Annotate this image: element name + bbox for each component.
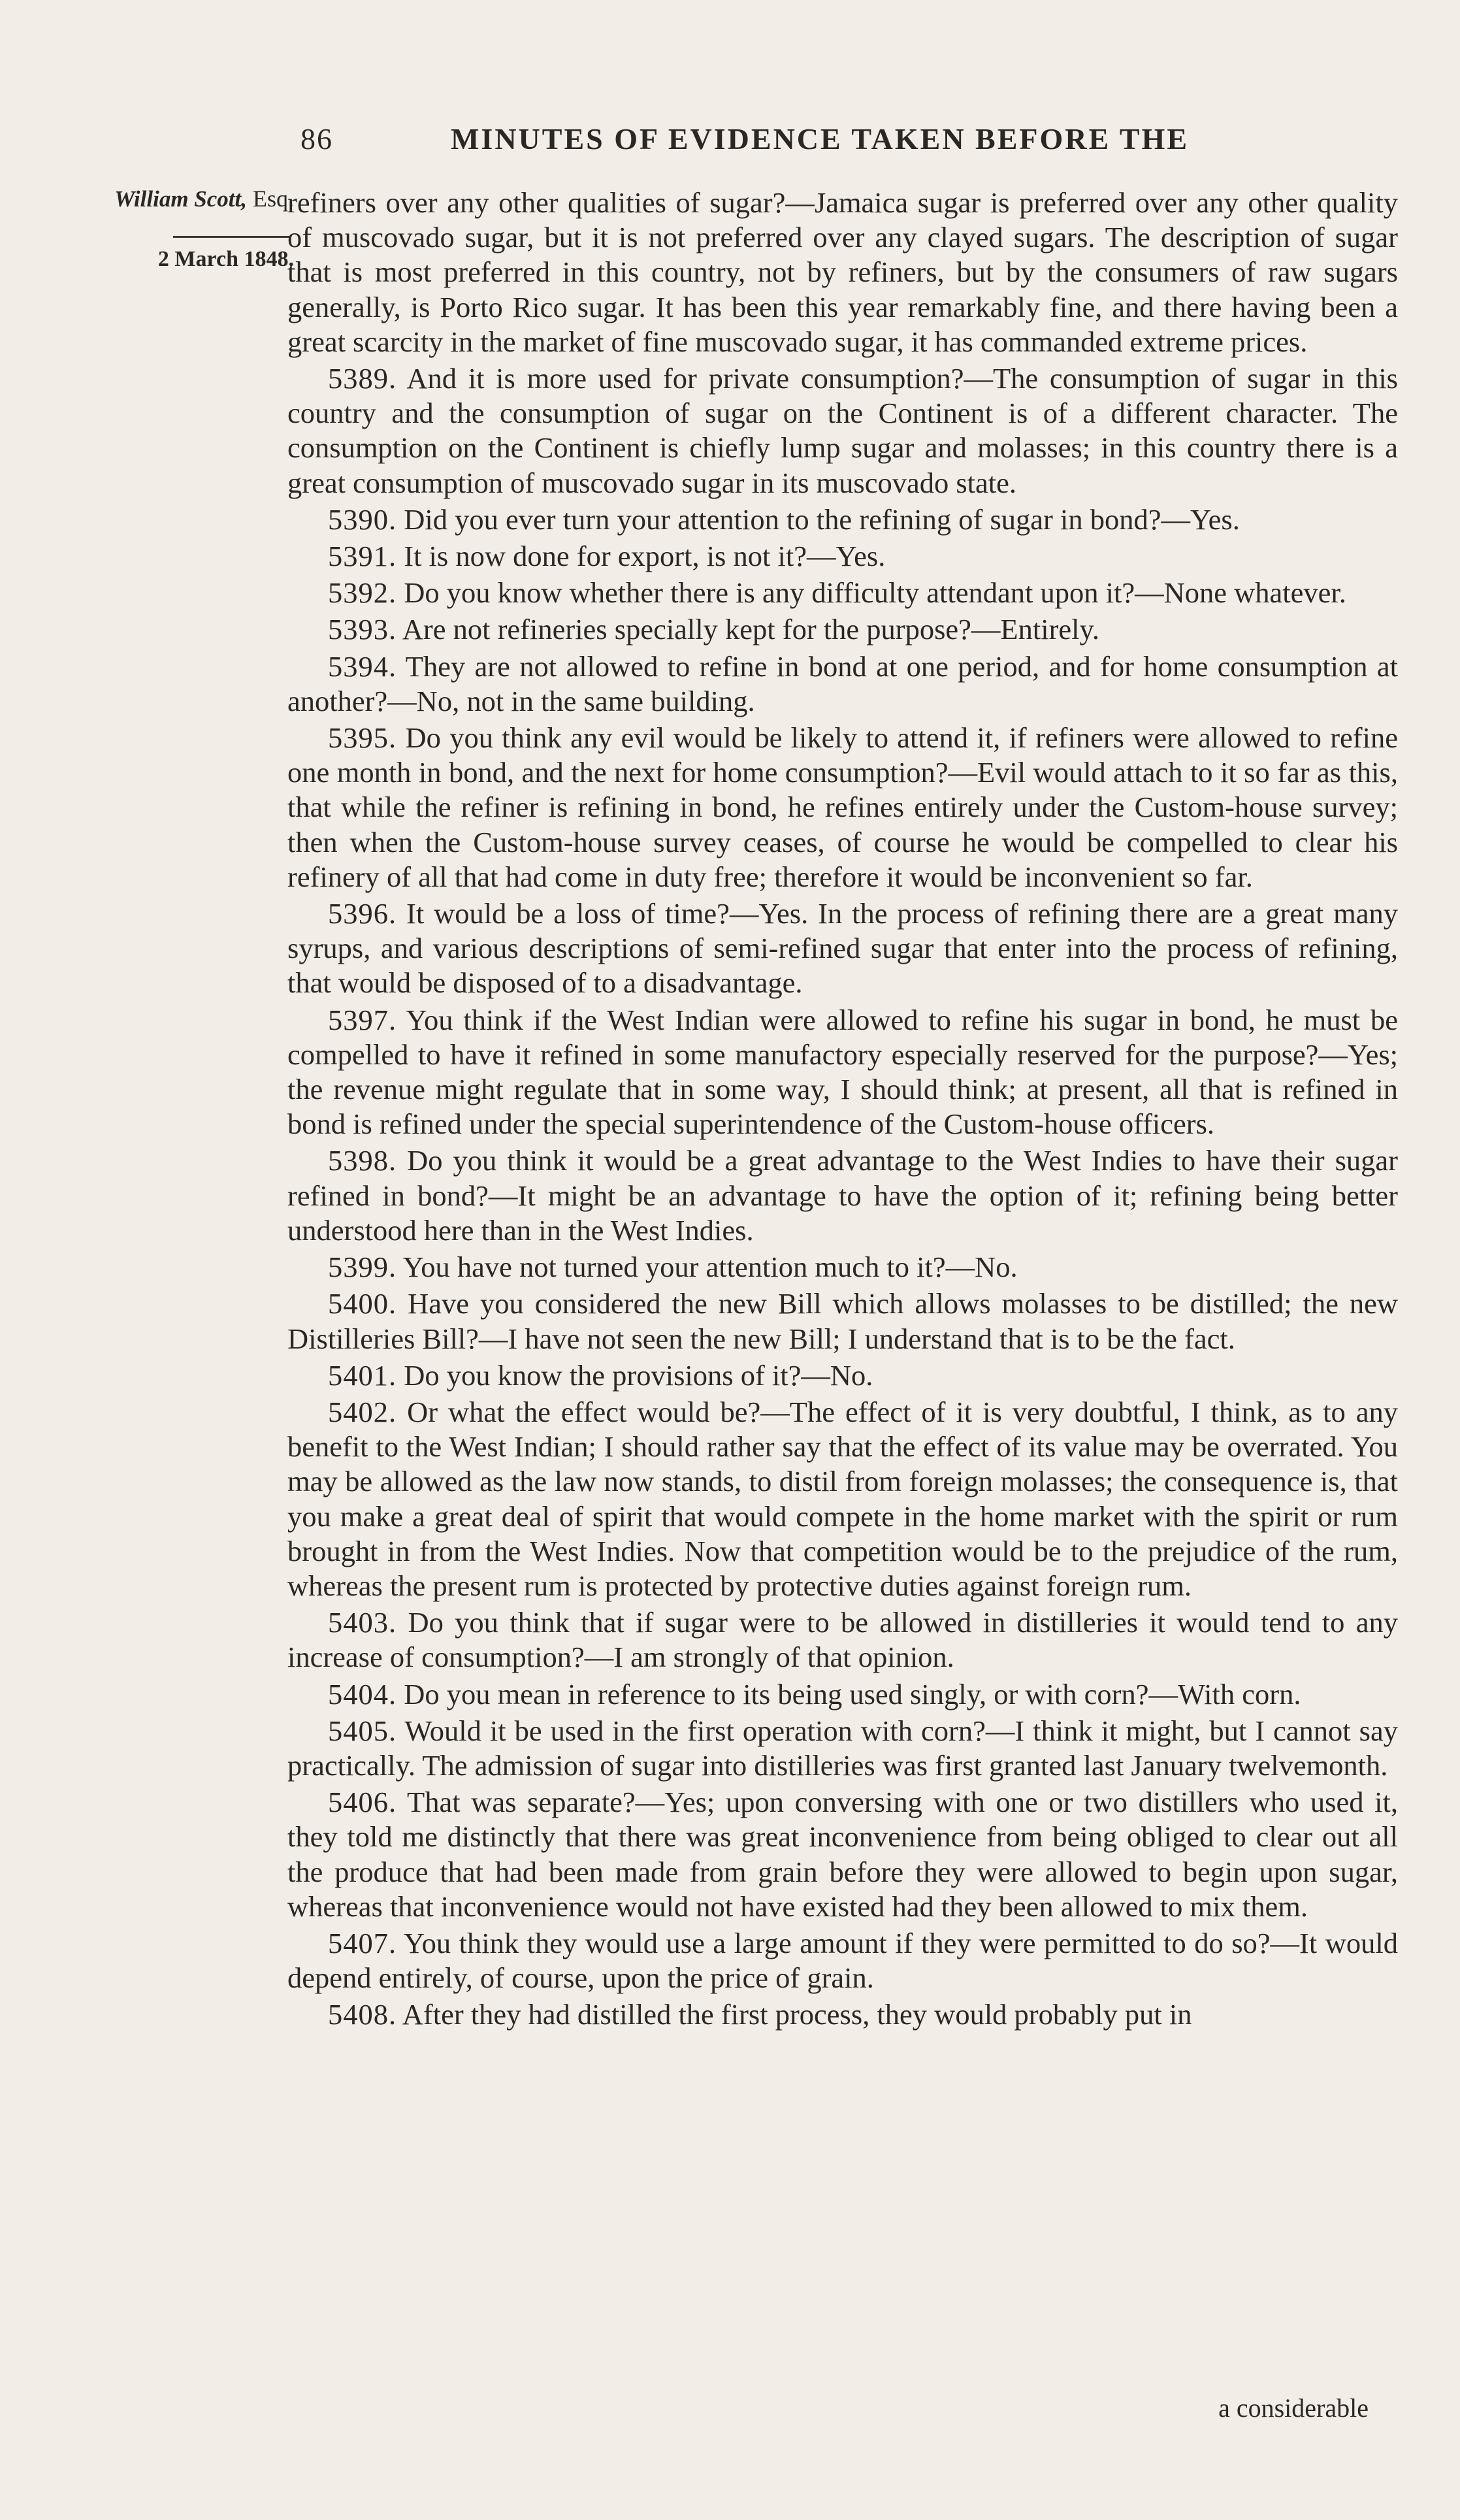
evidence-paragraph	[287, 1785, 1398, 1924]
evidence-paragraph	[287, 1143, 1398, 1248]
paragraph-text: Would it be used in the first operation with corn?—I think it might, but I cannot say practically. The admission of sugar into distilleries was first granted last January twelvemonth.	[287, 1714, 1398, 1782]
question-number: 5404.	[328, 1677, 397, 1710]
margin-rule	[173, 236, 291, 238]
question-number: 5401.	[328, 1358, 397, 1392]
paragraph-text: They are not allowed to refine in bond at one period, and for home consumption at another?—No, not in the same building.	[287, 649, 1398, 717]
question-number: 5405.	[328, 1714, 397, 1747]
evidence-paragraph	[287, 576, 1398, 610]
paragraph-text: Do you mean in reference to its being used singly, or with corn?—With corn.	[404, 1677, 1301, 1710]
hearing-date: 2 March 1848.	[157, 247, 294, 271]
question-number: 5393.	[328, 613, 397, 646]
paragraph-text: You have not turned your attention much to it?—No.	[402, 1251, 1018, 1284]
witness-name-text: William Scott,	[114, 186, 247, 212]
question-number: 5395.	[328, 721, 397, 755]
question-number: 5399.	[328, 1251, 397, 1284]
question-number: 5400.	[328, 1287, 397, 1320]
question-number: 5394.	[328, 649, 397, 683]
question-number: 5398.	[328, 1144, 397, 1177]
paragraph-text: And it is more used for private consumption?—The consumption of sugar in this country and the consumption of sugar on the Continent is of a different character. The consumption on the Continent is chiefly lump sugar and molasses; in this country there is a great consumption of muscovado sugar in its muscovado state.	[287, 362, 1399, 499]
question-number: 5408.	[328, 1998, 397, 2031]
page-header	[287, 110, 1398, 162]
evidence-paragraph	[287, 649, 1398, 719]
paragraph-text: You think they would use a large amount if they were permitted to do so?—It would depend entirely, of course, upon the price of grain.	[287, 1926, 1398, 1995]
margin-note	[65, 185, 294, 272]
question-number: 5403.	[328, 1606, 397, 1639]
evidence-paragraph	[287, 1250, 1398, 1285]
question-number: 5397.	[328, 1003, 397, 1036]
question-number: 5402.	[328, 1395, 397, 1428]
question-number: 5392.	[328, 576, 397, 610]
evidence-paragraph	[287, 1714, 1398, 1783]
evidence-paragraph	[287, 1395, 1398, 1603]
paragraph-text: refiners over any other qualities of sugar?—Jamaica sugar is preferred over any other quality of muscovado sugar, but it is not preferred over any clayed sugars. The description of sugar that is most preferred in this country, not by refiners, but by the consumers of raw sugars generally, is Porto Rico sugar. It has been this year remarkably fine, and there having been a great scarcity in the market of fine muscovado sugar, it has commanded extreme prices.	[287, 186, 1398, 358]
paragraph-text: Do you think any evil would be likely to attend it, if refiners were allowed to refine one month in bond, and the next for home consumption?—Evil would attach to it so far as this, that while the refiner is refining in bond, he refines entirely under the Custom-house survey; then when the Custom-house survey ceases, of course he would be compelled to clear his refinery of all that had come in duty free; therefore it would be inconvenient so far.	[287, 721, 1398, 893]
question-number: 5391.	[328, 540, 397, 573]
paragraph-text: Do you know the provisions of it?—No.	[404, 1358, 873, 1392]
witness-suffix: Esq.	[247, 186, 294, 212]
running-title: MINUTES OF EVIDENCE TAKEN BEFORE THE	[451, 122, 1189, 155]
catchword: a considerable	[1218, 2393, 1369, 2423]
paragraph-text: It would be a loss of time?—Yes. In the process of refining there are a great many syrups, and various descriptions of semi-refined sugar that enter into the process of refining, that would be disposed of to a disadvantage.	[287, 897, 1399, 1000]
paragraph-text: Do you think that if sugar were to be allowed in distilleries it would tend to any increase of consumption?—I am strongly of that opinion.	[287, 1606, 1398, 1674]
paragraph-text: Do you think it would be a great advantage to the West Indies to have their sugar refined in bond?—It might be an advantage to have the option of it; refining being better understood here than in the West Indies.	[287, 1144, 1398, 1247]
witness-name	[65, 185, 294, 212]
page-number: 86	[300, 122, 333, 155]
evidence-paragraph	[287, 896, 1398, 1001]
question-number: 5406.	[328, 1786, 397, 1819]
paragraph-text: That was separate?—Yes; upon conversing with one or two distillers who used it, they told me distinctly that there was great inconvenience from being obliged to clear out all the produce that had been made from grain before they were allowed to begin upon sugar, whereas that inconvenience would not have existed had they been allowed to mix them.	[287, 1786, 1399, 1923]
evidence-paragraph	[287, 1926, 1398, 1995]
evidence-paragraph	[287, 502, 1398, 537]
paragraph-text: Did you ever turn your attention to the refining of sugar in bond?—Yes.	[404, 502, 1240, 536]
paragraph-text: After they had distilled the first process, they would probably put in	[402, 1998, 1192, 2031]
evidence-paragraph	[287, 361, 1398, 500]
question-number: 5389.	[328, 362, 397, 395]
evidence-paragraph	[287, 721, 1398, 894]
evidence-paragraph	[287, 186, 1398, 359]
question-number: 5390.	[328, 502, 397, 536]
paragraph-text: It is now done for export, is not it?—Yes.	[404, 540, 886, 573]
evidence-paragraph	[287, 1997, 1398, 2032]
evidence-paragraph	[287, 539, 1398, 574]
question-number: 5407.	[328, 1926, 397, 1959]
evidence-paragraph	[287, 1003, 1398, 1142]
evidence-paragraph	[287, 1286, 1398, 1356]
evidence-paragraph	[287, 1358, 1398, 1393]
paragraph-text: Do you know whether there is any difficulty attendant upon it?—None whatever.	[404, 576, 1346, 610]
evidence-paragraph	[287, 1605, 1398, 1675]
evidence-text	[287, 186, 1398, 2033]
paragraph-text: You think if the West Indian were allowed to refine his sugar in bond, he must be compelled to have it refined in some manufactory especially reserved for the purpose?—Yes; the revenue might regulate that in some way, I should think; at present, all that is refined in bond is refined under the special superintendence of the Custom-house officers.	[287, 1003, 1398, 1141]
evidence-paragraph	[287, 1677, 1398, 1712]
question-number: 5396.	[328, 897, 397, 930]
paragraph-text: Or what the effect would be?—The effect of it is very doubtful, I think, as to any benefit to the West Indian; I should rather say that the effect of its value may be overrated. You may be allowed as the law now stands, to distil from foreign molasses; the consequence is, that you make a great deal of spirit that would compete in the home market with the spirit or rum brought in from the West Indies. Now that competition would be to the prejudice of the rum, whereas the present rum is protected by protective duties against foreign rum.	[287, 1395, 1399, 1602]
evidence-paragraph	[287, 612, 1398, 647]
paragraph-text: Have you considered the new Bill which allows molasses to be distilled; the new Distilleries Bill?—I have not seen the new Bill; I understand that is to be the fact.	[287, 1287, 1398, 1355]
paragraph-text: Are not refineries specially kept for the purpose?—Entirely.	[402, 613, 1099, 646]
